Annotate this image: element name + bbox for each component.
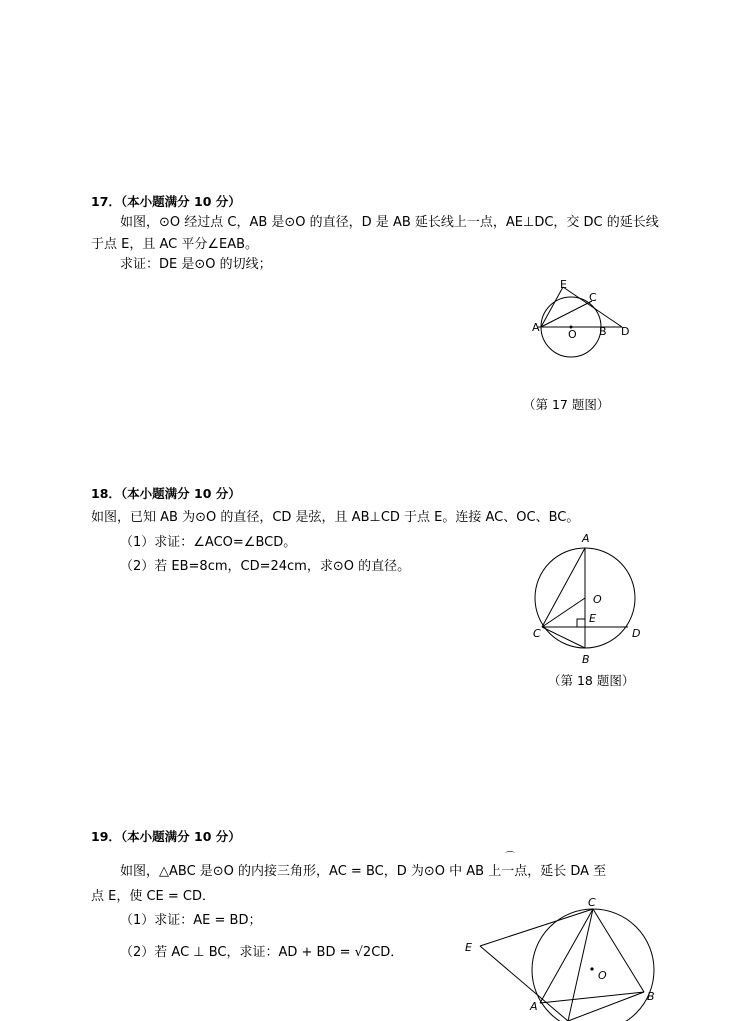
q18-text-line2: （1）求证：∠ACO=∠BCD。 xyxy=(120,535,297,550)
q18-caption: （第 18 题图） xyxy=(548,673,635,688)
q19-text-line1: 如图，△ABC 是⊙O 的内接三角形，AC = BC，D 为⊙O 中 AB 上一点，延长 DA 至 xyxy=(120,864,607,879)
q19-line-CD xyxy=(568,909,593,1021)
q17-label-C: C xyxy=(589,291,597,304)
q19-line-CE xyxy=(480,909,593,946)
q19-label-E: E xyxy=(465,941,472,954)
q18-line-AC xyxy=(542,548,585,627)
q18-heading: 18．（本小题满分 10 分） xyxy=(91,486,241,501)
q18-line-OC xyxy=(542,598,585,627)
q18-label-E: E xyxy=(589,612,596,625)
q17-figure xyxy=(520,270,650,365)
q19-label-C: C xyxy=(588,896,596,909)
q19-label-O: O xyxy=(598,969,607,982)
q17-text-line1: 如图，⊙O 经过点 C，AB 是⊙O 的直径，D 是 AB 延长线上一点，AE⊥DC，交 DC 的延长线 xyxy=(120,215,659,230)
q17-label-E: E xyxy=(560,278,567,291)
q17-text-line3: 求证：DE 是⊙O 的切线； xyxy=(120,257,272,272)
q19-line-CA xyxy=(540,909,593,1003)
q19-center-dot xyxy=(590,967,593,970)
q19-text-line3: （1）求证：AE = BD； xyxy=(120,913,262,928)
q18-label-D: D xyxy=(632,627,641,640)
q17-text-line2: 于点 E，且 AC 平分∠EAB。 xyxy=(91,237,259,252)
q19-line-ED xyxy=(480,946,568,1021)
q17-label-A: A xyxy=(532,321,540,334)
q17-label-B: B xyxy=(599,325,607,338)
q18-label-C: C xyxy=(533,627,541,640)
q17-label-O: O xyxy=(568,328,577,341)
q18-text-line3: （2）若 EB=8cm，CD=24cm，求⊙O 的直径。 xyxy=(120,559,411,574)
q18-line-BC xyxy=(542,627,585,648)
q17-heading: 17．（本小题满分 10 分） xyxy=(91,194,241,209)
q19-circle xyxy=(532,909,654,1021)
q19-label-B: B xyxy=(647,990,655,1003)
q18-label-B: B xyxy=(582,653,590,666)
q18-right-angle-mark xyxy=(577,619,585,627)
q18-text-line1: 如图，已知 AB 为⊙O 的直径，CD 是弦，且 AB⊥CD 于点 E。连接 AC、OC、BC。 xyxy=(91,510,580,525)
q18-figure xyxy=(525,530,650,670)
q18-label-O: O xyxy=(593,593,602,606)
q19-heading: 19．（本小题满分 10 分） xyxy=(91,829,241,844)
q19-text-line4: （2）若 AC ⊥ BC，求证：AD + BD = √2CD． xyxy=(120,945,404,960)
q19-text-line2: 点 E，使 CE = CD． xyxy=(91,889,216,904)
q17-caption: （第 17 题图） xyxy=(523,397,610,412)
q17-label-D: D xyxy=(621,325,630,338)
q19-arc-mark: ⌒ xyxy=(505,852,515,863)
q19-label-A: A xyxy=(530,1000,538,1013)
q18-label-A: A xyxy=(582,532,590,545)
q19-figure xyxy=(460,895,660,1021)
